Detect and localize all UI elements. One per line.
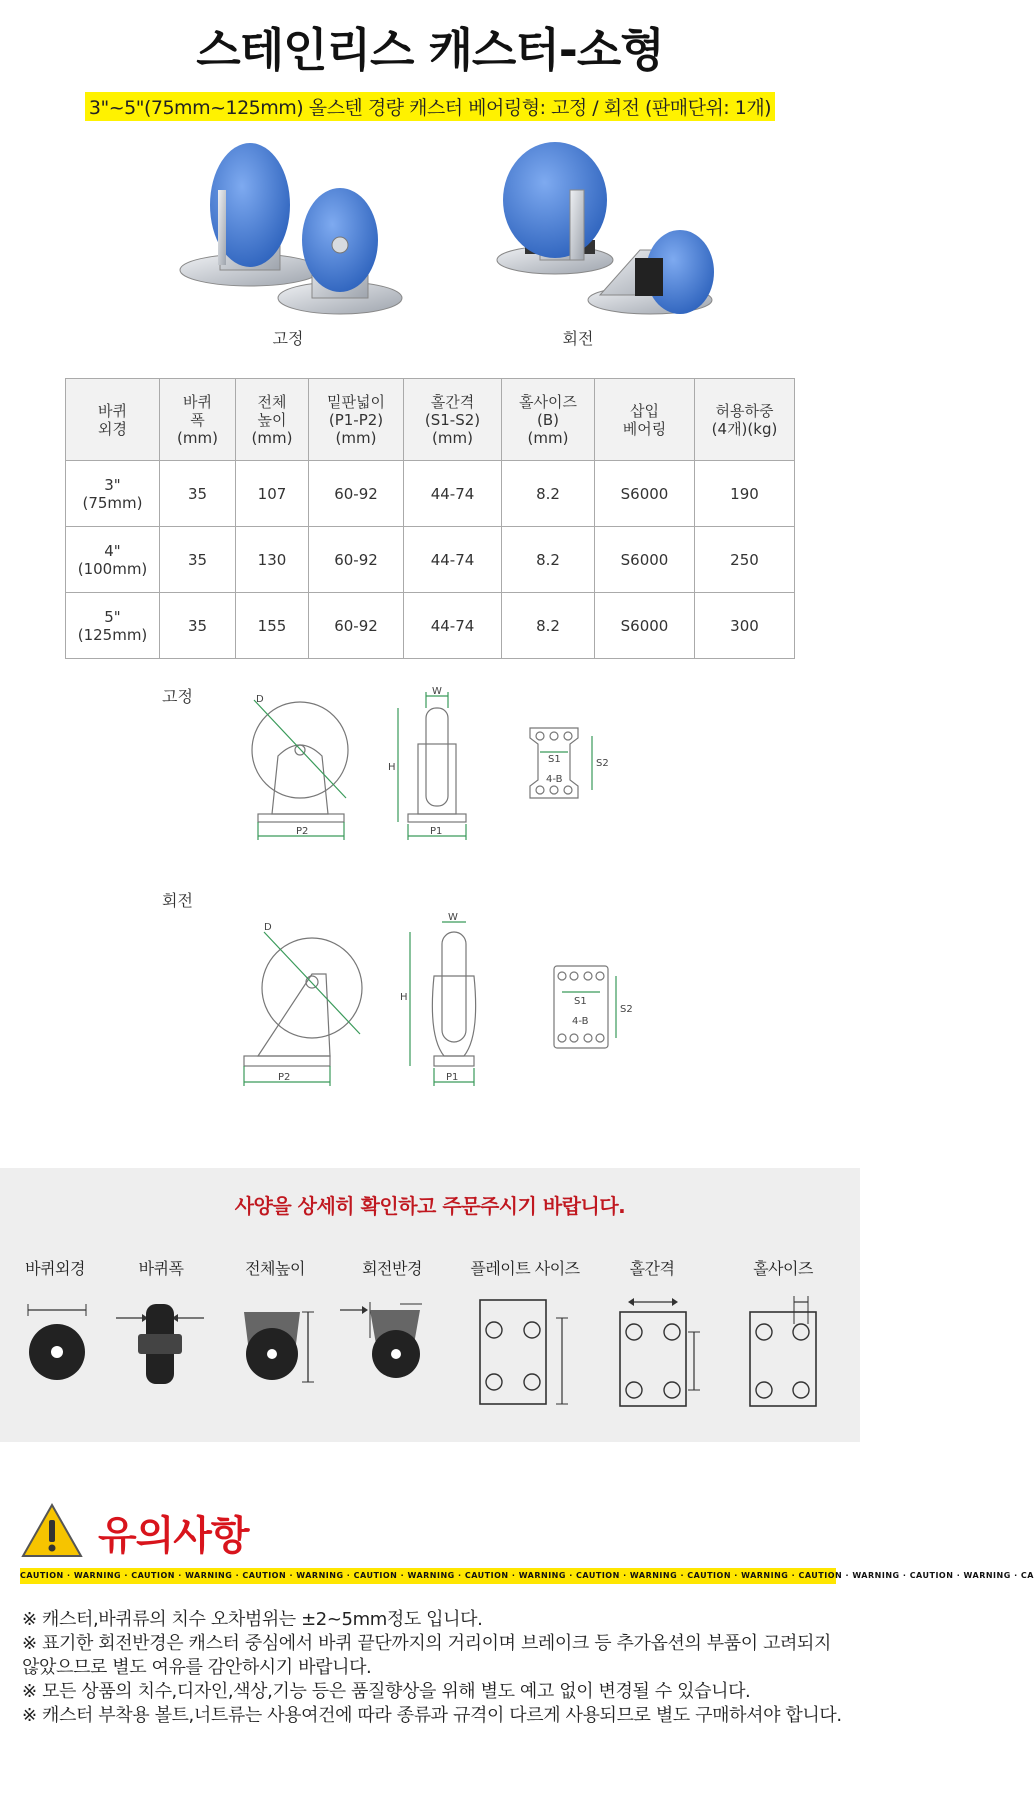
dim-4b-label: 4-B [572,1016,589,1027]
caution-tape: CAUTION · WARNING · CAUTION · WARNING · CAUTION · WARNING · CAUTION · WARNING · CAUTION · WARNING · CAUTION · WARNING · CAUTION · WARNING · CAUTION · WARNING · CAUTION · WARNING · CA [20,1568,836,1584]
swivel-radius-icon [338,1298,428,1388]
dim-w-label: W [448,912,458,923]
cell-bearing: S6000 [595,527,695,593]
dim-p1-label: P1 [430,826,443,837]
swivel-photo-label: 회전 [562,329,594,348]
wheel-diameter-icon [22,1300,92,1390]
dim-d-label: D [256,694,264,705]
cell-height: 155 [236,593,309,659]
dim-h-label: H [388,762,396,773]
warning-icon [20,1502,84,1560]
swivel-diagram-label: 회전 [162,891,193,910]
measure-label-swivel-radius: 회전반경 [362,1259,422,1278]
cell-plate: 60-92 [309,593,404,659]
fixed-dimension-diagram [248,686,628,846]
table-header-row [66,379,795,461]
page-title: 스테인리스 캐스터-소형 [196,23,664,77]
cell-bearing: S6000 [595,593,695,659]
header-wheel-diameter: 바퀴 외경 [66,379,160,461]
dim-w-label: W [432,686,442,697]
product-subtitle: 3"~5"(75mm~125mm) 올스텐 경량 캐스터 베어링형: 고정 / 회전 (판매단위: 1개) [85,92,775,121]
dim-s2-label: S2 [596,758,609,769]
dim-s1-label: S1 [548,754,561,765]
dim-p2-label: P2 [278,1072,291,1083]
cell-hole: 8.2 [502,461,595,527]
table-row [66,461,795,527]
dim-h-label: H [400,992,408,1003]
measure-label-width: 바퀴폭 [138,1259,184,1278]
measure-label-plate-size: 플레이트 사이즈 [470,1259,580,1278]
header-bearing: 삽입 베어링 [595,379,695,461]
cell-plate: 60-92 [309,461,404,527]
order-notice: 사양을 상세히 확인하고 주문주시기 바랍니다. [234,1194,626,1218]
dim-s2-label: S2 [620,1004,633,1015]
measure-label-diameter: 바퀴외경 [25,1259,85,1278]
cell-load: 300 [695,593,795,659]
cell-hole: 8.2 [502,593,595,659]
header-load: 허용하중 (4개)(kg) [695,379,795,461]
swivel-dimension-diagram [238,912,638,1096]
cell-bearing: S6000 [595,461,695,527]
cell-diameter: 4" (100mm) [66,527,160,593]
dim-s1-label: S1 [574,996,587,1007]
header-plate-size: 밑판넓이 (P1-P2) (mm) [309,379,404,461]
cell-height: 107 [236,461,309,527]
cell-diameter: 5" (125mm) [66,593,160,659]
cell-width: 35 [160,461,236,527]
table-row [66,527,795,593]
cell-width: 35 [160,593,236,659]
swivel-caster-photo [480,130,760,330]
cell-spacing: 44-74 [404,461,502,527]
cell-spacing: 44-74 [404,593,502,659]
header-wheel-width: 바퀴 폭 (mm) [160,379,236,461]
wheel-width-icon [112,1300,208,1390]
dim-4b-label: 4-B [546,774,563,785]
cell-plate: 60-92 [309,527,404,593]
cell-spacing: 44-74 [404,527,502,593]
measure-label-hole-spacing: 홀간격 [629,1259,675,1278]
header-hole-spacing: 홀간격 (S1-S2) (mm) [404,379,502,461]
header-hole-size: 홀사이즈 (B) (mm) [502,379,595,461]
fixed-diagram-label: 고정 [162,687,193,706]
cell-width: 35 [160,527,236,593]
fixed-photo-label: 고정 [272,329,304,348]
cell-load: 250 [695,527,795,593]
cell-load: 190 [695,461,795,527]
header-total-height: 전체 높이 (mm) [236,379,309,461]
caution-note: ※ 캐스터,바퀴류의 치수 오차범위는 ±2~5mm정도 입니다. [22,1609,483,1630]
hole-size-icon [746,1296,836,1410]
fixed-caster-photo [150,130,430,330]
spec-table [65,378,795,659]
plate-size-icon [476,1296,576,1410]
caution-title: 유의사항 [98,1513,249,1559]
cell-height: 130 [236,527,309,593]
dim-d-label: D [264,922,272,933]
caution-notes [22,1608,842,1728]
cell-diameter: 3" (75mm) [66,461,160,527]
caution-note: ※ 캐스터 부착용 볼트,너트류는 사용여건에 따라 종류과 규격이 다르게 사용되므로 별도 구매하셔야 합니다. [22,1705,842,1726]
measure-label-hole-size: 홀사이즈 [753,1259,813,1278]
table-row [66,593,795,659]
total-height-icon [236,1304,320,1394]
caution-note: ※ 모든 상품의 치수,디자인,색상,기능 등은 품질향상을 위해 별도 예고 없이 변경될 수 있습니다. [22,1681,751,1702]
caution-note: ※ 표기한 회전반경은 캐스터 중심에서 바퀴 끝단까지의 거리이며 브레이크 등 추가옵션의 부품이 고려되지 않았으므로 별도 여유를 감안하시기 바랍니다. [22,1633,832,1678]
measure-label-height: 전체높이 [245,1259,305,1278]
cell-hole: 8.2 [502,527,595,593]
dim-p1-label: P1 [446,1072,459,1083]
dim-p2-label: P2 [296,826,309,837]
hole-spacing-icon [616,1296,706,1410]
